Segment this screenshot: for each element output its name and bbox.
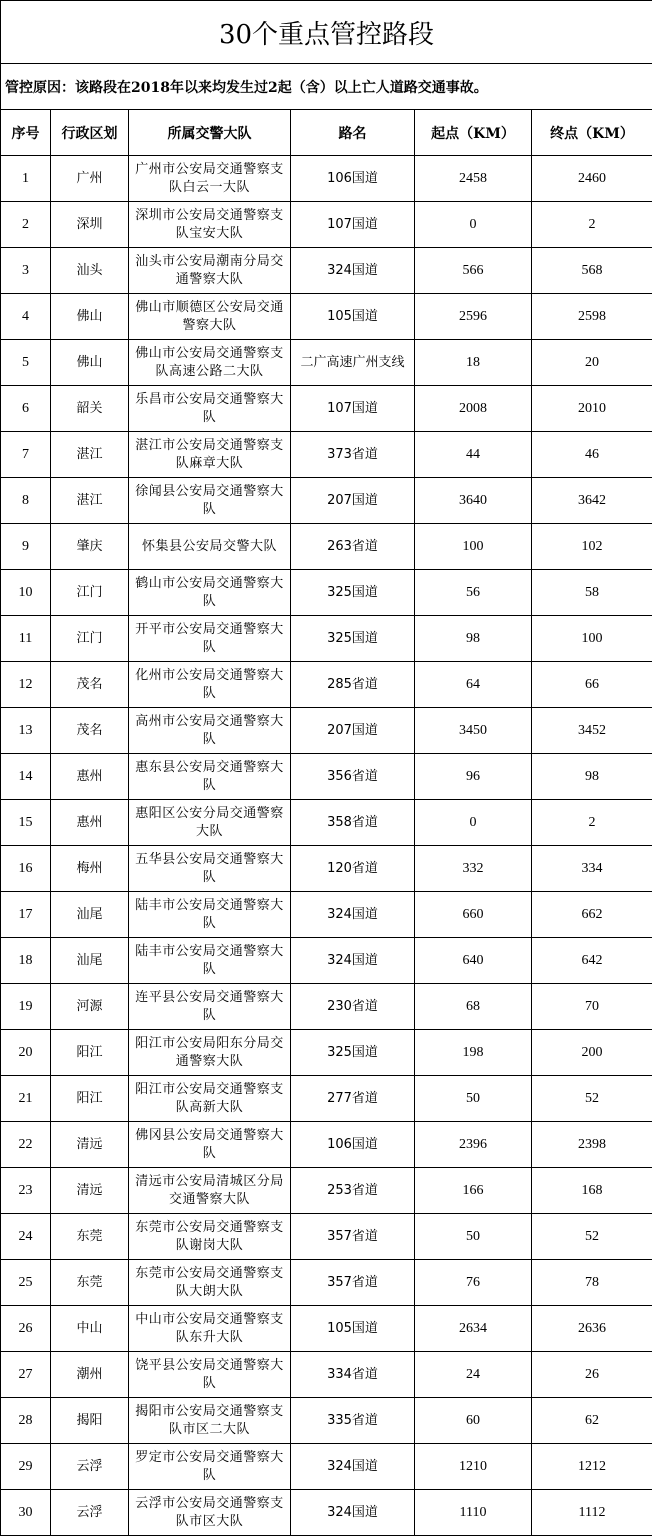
cell-road: 107国道 [291,202,415,248]
table-row [1,1306,652,1352]
cell-index: 20 [1,1030,51,1076]
cell-end-km: 52 [532,1214,652,1260]
cell-end-km: 78 [532,1260,652,1306]
cell-start-km: 56 [415,570,532,616]
cell-district: 肇庆 [51,524,129,570]
cell-road: 373省道 [291,432,415,478]
cell-end-km: 1212 [532,1444,652,1490]
cell-index: 29 [1,1444,51,1490]
column-header-end-km: 终点（KM） [532,110,652,156]
cell-road: 357省道 [291,1260,415,1306]
cell-brigade: 怀集县公安局交警大队 [129,524,291,570]
cell-road: 120省道 [291,846,415,892]
table-row [1,432,652,478]
cell-road: 324国道 [291,1444,415,1490]
title-row [1,1,652,64]
cell-district: 惠州 [51,754,129,800]
table-row [1,1260,652,1306]
cell-start-km: 2396 [415,1122,532,1168]
cell-district: 云浮 [51,1490,129,1536]
cell-end-km: 2 [532,800,652,846]
cell-brigade: 阳江市公安局阳东分局交通警察大队 [129,1030,291,1076]
cell-index: 6 [1,386,51,432]
cell-district: 东莞 [51,1260,129,1306]
cell-district: 阳江 [51,1076,129,1122]
cell-brigade: 佛冈县公安局交通警察大队 [129,1122,291,1168]
cell-district: 清远 [51,1168,129,1214]
cell-index: 25 [1,1260,51,1306]
cell-end-km: 58 [532,570,652,616]
cell-road: 285省道 [291,662,415,708]
cell-end-km: 3452 [532,708,652,754]
cell-road: 263省道 [291,524,415,570]
cell-brigade: 汕头市公安局潮南分局交通警察大队 [129,248,291,294]
cell-start-km: 50 [415,1214,532,1260]
cell-road: 106国道 [291,156,415,202]
cell-index: 11 [1,616,51,662]
cell-end-km: 168 [532,1168,652,1214]
cell-road: 325国道 [291,616,415,662]
cell-start-km: 2458 [415,156,532,202]
table-row [1,892,652,938]
cell-end-km: 52 [532,1076,652,1122]
cell-district: 汕头 [51,248,129,294]
cell-road: 357省道 [291,1214,415,1260]
cell-index: 14 [1,754,51,800]
cell-end-km: 2398 [532,1122,652,1168]
cell-end-km: 1112 [532,1490,652,1536]
cell-index: 9 [1,524,51,570]
cell-start-km: 2634 [415,1306,532,1352]
control-reason-text: 管控原因：该路段在2018年以来均发生过2起（含）以上亡人道路交通事故。 [1,64,652,110]
column-header-road: 路名 [291,110,415,156]
cell-end-km: 200 [532,1030,652,1076]
cell-end-km: 20 [532,340,652,386]
cell-start-km: 1210 [415,1444,532,1490]
cell-brigade: 惠阳区公安分局交通警察大队 [129,800,291,846]
cell-brigade: 饶平县公安局交通警察大队 [129,1352,291,1398]
cell-end-km: 2598 [532,294,652,340]
cell-start-km: 198 [415,1030,532,1076]
cell-end-km: 46 [532,432,652,478]
cell-road: 334省道 [291,1352,415,1398]
cell-district: 阳江 [51,1030,129,1076]
table-row [1,800,652,846]
table-row [1,156,652,202]
cell-brigade: 东莞市公安局交通警察支队谢岗大队 [129,1214,291,1260]
cell-district: 佛山 [51,340,129,386]
cell-brigade: 乐昌市公安局交通警察大队 [129,386,291,432]
column-header-brigade: 所属交警大队 [129,110,291,156]
table-row [1,754,652,800]
cell-brigade: 开平市公安局交通警察大队 [129,616,291,662]
cell-brigade: 广州市公安局交通警察支队白云一大队 [129,156,291,202]
cell-road: 230省道 [291,984,415,1030]
cell-end-km: 2460 [532,156,652,202]
cell-start-km: 64 [415,662,532,708]
cell-start-km: 2596 [415,294,532,340]
cell-brigade: 高州市公安局交通警察大队 [129,708,291,754]
cell-index: 13 [1,708,51,754]
cell-district: 江门 [51,570,129,616]
cell-district: 汕尾 [51,938,129,984]
cell-start-km: 18 [415,340,532,386]
cell-brigade: 深圳市公安局交通警察支队宝安大队 [129,202,291,248]
cell-road: 二广高速广州支线 [291,340,415,386]
cell-road: 107国道 [291,386,415,432]
cell-brigade: 东莞市公安局交通警察支队大朗大队 [129,1260,291,1306]
cell-index: 27 [1,1352,51,1398]
cell-index: 26 [1,1306,51,1352]
table-row [1,202,652,248]
table-row [1,1352,652,1398]
table-row [1,524,652,570]
cell-index: 23 [1,1168,51,1214]
cell-road: 277省道 [291,1076,415,1122]
cell-end-km: 568 [532,248,652,294]
cell-end-km: 100 [532,616,652,662]
cell-index: 22 [1,1122,51,1168]
cell-end-km: 26 [532,1352,652,1398]
cell-start-km: 24 [415,1352,532,1398]
cell-district: 东莞 [51,1214,129,1260]
header-row [1,110,652,156]
cell-index: 5 [1,340,51,386]
cell-district: 茂名 [51,662,129,708]
cell-start-km: 3640 [415,478,532,524]
cell-start-km: 44 [415,432,532,478]
cell-road: 207国道 [291,708,415,754]
table-row [1,570,652,616]
cell-brigade: 陆丰市公安局交通警察大队 [129,938,291,984]
cell-end-km: 66 [532,662,652,708]
cell-road: 324国道 [291,248,415,294]
table-row [1,478,652,524]
cell-brigade: 佛山市公安局交通警察支队高速公路二大队 [129,340,291,386]
cell-road: 356省道 [291,754,415,800]
table-row [1,938,652,984]
cell-district: 惠州 [51,800,129,846]
cell-district: 湛江 [51,432,129,478]
cell-end-km: 102 [532,524,652,570]
cell-index: 8 [1,478,51,524]
cell-road: 324国道 [291,1490,415,1536]
cell-brigade: 阳江市公安局交通警察支队高新大队 [129,1076,291,1122]
cell-index: 17 [1,892,51,938]
cell-district: 韶关 [51,386,129,432]
table-row [1,708,652,754]
cell-district: 深圳 [51,202,129,248]
cell-road: 253省道 [291,1168,415,1214]
column-header-index: 序号 [1,110,51,156]
cell-index: 28 [1,1398,51,1444]
cell-start-km: 166 [415,1168,532,1214]
table-row [1,340,652,386]
table-row [1,1122,652,1168]
cell-road: 105国道 [291,294,415,340]
column-header-district: 行政区划 [51,110,129,156]
table-row [1,248,652,294]
table-row [1,1030,652,1076]
cell-brigade: 中山市公安局交通警察支队东升大队 [129,1306,291,1352]
cell-road: 335省道 [291,1398,415,1444]
table-row [1,846,652,892]
cell-start-km: 566 [415,248,532,294]
table-row [1,1490,652,1536]
cell-end-km: 2010 [532,386,652,432]
cell-index: 10 [1,570,51,616]
cell-end-km: 62 [532,1398,652,1444]
cell-index: 24 [1,1214,51,1260]
cell-road: 324国道 [291,892,415,938]
cell-index: 12 [1,662,51,708]
cell-index: 19 [1,984,51,1030]
cell-district: 广州 [51,156,129,202]
table-row [1,1214,652,1260]
cell-index: 1 [1,156,51,202]
cell-brigade: 化州市公安局交通警察大队 [129,662,291,708]
cell-end-km: 642 [532,938,652,984]
cell-brigade: 徐闻县公安局交通警察大队 [129,478,291,524]
cell-brigade: 云浮市公安局交通警察支队市区大队 [129,1490,291,1536]
cell-district: 中山 [51,1306,129,1352]
cell-index: 15 [1,800,51,846]
cell-start-km: 3450 [415,708,532,754]
cell-index: 2 [1,202,51,248]
table-row [1,616,652,662]
cell-index: 21 [1,1076,51,1122]
cell-road: 207国道 [291,478,415,524]
cell-index: 7 [1,432,51,478]
cell-index: 4 [1,294,51,340]
cell-start-km: 98 [415,616,532,662]
cell-brigade: 罗定市公安局交通警察大队 [129,1444,291,1490]
cell-road: 105国道 [291,1306,415,1352]
cell-start-km: 332 [415,846,532,892]
cell-start-km: 2008 [415,386,532,432]
column-header-start-km: 起点（KM） [415,110,532,156]
cell-index: 3 [1,248,51,294]
cell-district: 揭阳 [51,1398,129,1444]
cell-brigade: 清远市公安局清城区分局交通警察大队 [129,1168,291,1214]
table-row [1,294,652,340]
table-row [1,1168,652,1214]
cell-district: 梅州 [51,846,129,892]
cell-index: 18 [1,938,51,984]
cell-start-km: 0 [415,202,532,248]
cell-start-km: 660 [415,892,532,938]
cell-district: 江门 [51,616,129,662]
cell-end-km: 2636 [532,1306,652,1352]
cell-start-km: 60 [415,1398,532,1444]
table-row [1,662,652,708]
page-title: 30个重点管控路段 [1,1,652,64]
cell-brigade: 揭阳市公安局交通警察支队市区二大队 [129,1398,291,1444]
cell-index: 30 [1,1490,51,1536]
reason-row [1,64,652,110]
cell-road: 358省道 [291,800,415,846]
cell-road: 325国道 [291,570,415,616]
table-row [1,984,652,1030]
cell-end-km: 334 [532,846,652,892]
table-row [1,1444,652,1490]
cell-district: 茂名 [51,708,129,754]
cell-district: 河源 [51,984,129,1030]
cell-district: 云浮 [51,1444,129,1490]
cell-end-km: 2 [532,202,652,248]
cell-end-km: 662 [532,892,652,938]
cell-start-km: 96 [415,754,532,800]
cell-road: 106国道 [291,1122,415,1168]
cell-road: 325国道 [291,1030,415,1076]
table-row [1,1398,652,1444]
cell-district: 湛江 [51,478,129,524]
cell-start-km: 50 [415,1076,532,1122]
cell-brigade: 湛江市公安局交通警察支队麻章大队 [129,432,291,478]
cell-district: 汕尾 [51,892,129,938]
cell-district: 潮州 [51,1352,129,1398]
cell-district: 清远 [51,1122,129,1168]
cell-district: 佛山 [51,294,129,340]
cell-end-km: 70 [532,984,652,1030]
cell-start-km: 76 [415,1260,532,1306]
cell-start-km: 640 [415,938,532,984]
cell-brigade: 五华县公安局交通警察大队 [129,846,291,892]
cell-end-km: 98 [532,754,652,800]
cell-end-km: 3642 [532,478,652,524]
cell-start-km: 0 [415,800,532,846]
table-row [1,386,652,432]
cell-brigade: 佛山市顺德区公安局交通警察大队 [129,294,291,340]
cell-index: 16 [1,846,51,892]
cell-brigade: 陆丰市公安局交通警察大队 [129,892,291,938]
cell-brigade: 惠东县公安局交通警察大队 [129,754,291,800]
cell-start-km: 1110 [415,1490,532,1536]
cell-start-km: 100 [415,524,532,570]
cell-start-km: 68 [415,984,532,1030]
cell-road: 324国道 [291,938,415,984]
table-row [1,1076,652,1122]
cell-brigade: 连平县公安局交通警察大队 [129,984,291,1030]
cell-brigade: 鹤山市公安局交通警察大队 [129,570,291,616]
